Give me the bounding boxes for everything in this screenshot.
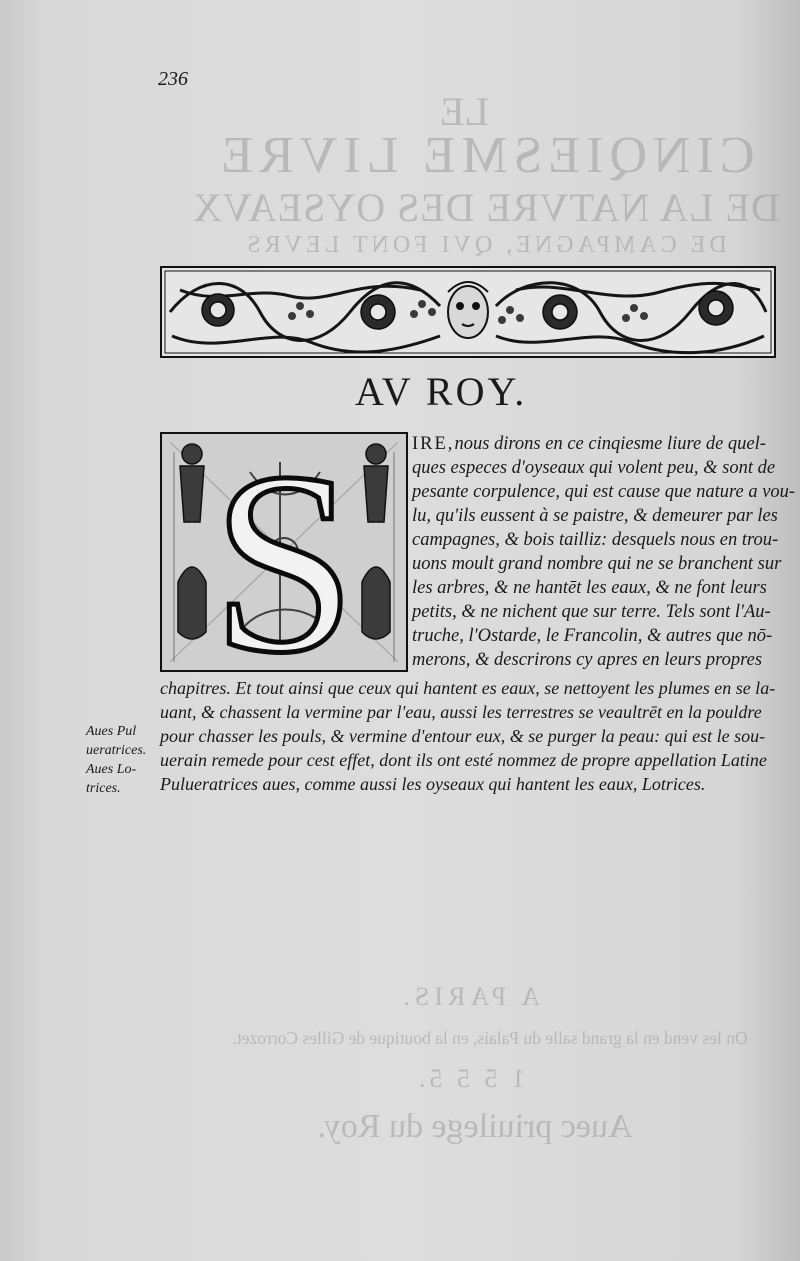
margin-note-line: trices. [86,781,121,796]
margin-note-line: Aues Pul [86,724,137,739]
bleed-imprint-year: 1 5 5 5. [415,1064,525,1093]
first-word: IRE, [412,434,455,454]
text-line: uerain remede pour cest effet, dont ils ont esté nommez de propre appellation Latine [160,750,767,770]
text-line: pesante corpulence, qui est cause que nature a vou- [412,482,796,502]
bleed-title-line-1: LE [440,89,489,134]
text-line: pour chasser les pouls, & vermine d'entour eux, & se purger la peau: qui est le sou- [160,726,766,746]
bleed-title-line-3: DE LA NATVRE DES OYSEAVX [192,185,780,230]
text-line: ques especes d'oyseaux qui volent peu, & sont de [412,458,776,478]
text-line: petits, & ne nichent que sur terre. Tels sont l'Au- [412,602,771,622]
dedication-heading: AV ROY. [355,369,528,414]
text-line: Pulueratrices aues, comme aussi les oyseaux qui hantent les eaux, Lotrices. [160,774,706,794]
text-line: uons moult grand nombre qui ne se branchent sur [412,554,782,574]
margin-note-line: ueratrices. [86,743,147,758]
text-line: IRE,nous dirons en ce cinqiesme liure de quel- [412,434,766,454]
bleed-imprint-seller: On les vend en la grand salle du Palais, en la boutique de Gilles Corrozet. [232,1028,748,1048]
text-line: campagnes, & bois tailliz: desquels nous en trou- [412,530,779,550]
text-line: lu, qu'ils eussent à se paistre, & demeurer par les [412,506,778,526]
bleed-title-line-2: CINQIESME LIVRE [215,127,755,184]
text-line: uant, & chassent la vermine par l'eau, aussi les terrestres se veaultrēt en la pouldre [160,702,762,722]
text-line: merons, & descrirons cy apres en leurs propres [412,650,763,670]
text-line: les arbres, & ne hantēt les eaux, & ne font leurs [412,578,767,598]
page-number: 236 [158,68,188,90]
decorated-initial [160,432,408,672]
marginal-notes [86,722,146,798]
text-beside-initial [412,432,795,672]
text-line: chapitres. Et tout ainsi que ceux qui hantent es eaux, se nettoyent les plumes en se la- [160,678,776,698]
ornamental-headband [160,266,776,358]
text-full-width [160,676,775,796]
bleed-imprint-city: A PARIS. [398,982,540,1011]
bleed-imprint-privilege: Auec priuilege du Roy. [317,1108,633,1145]
bleed-title-line-4: DE CAMPAGNE, QVI FONT LEVRS [243,232,727,258]
text-line: truche, l'Ostarde, le Francolin, & autres que nō- [412,626,773,646]
margin-note-line: Aues Lo- [86,762,137,777]
initial-letter: S [211,432,357,672]
